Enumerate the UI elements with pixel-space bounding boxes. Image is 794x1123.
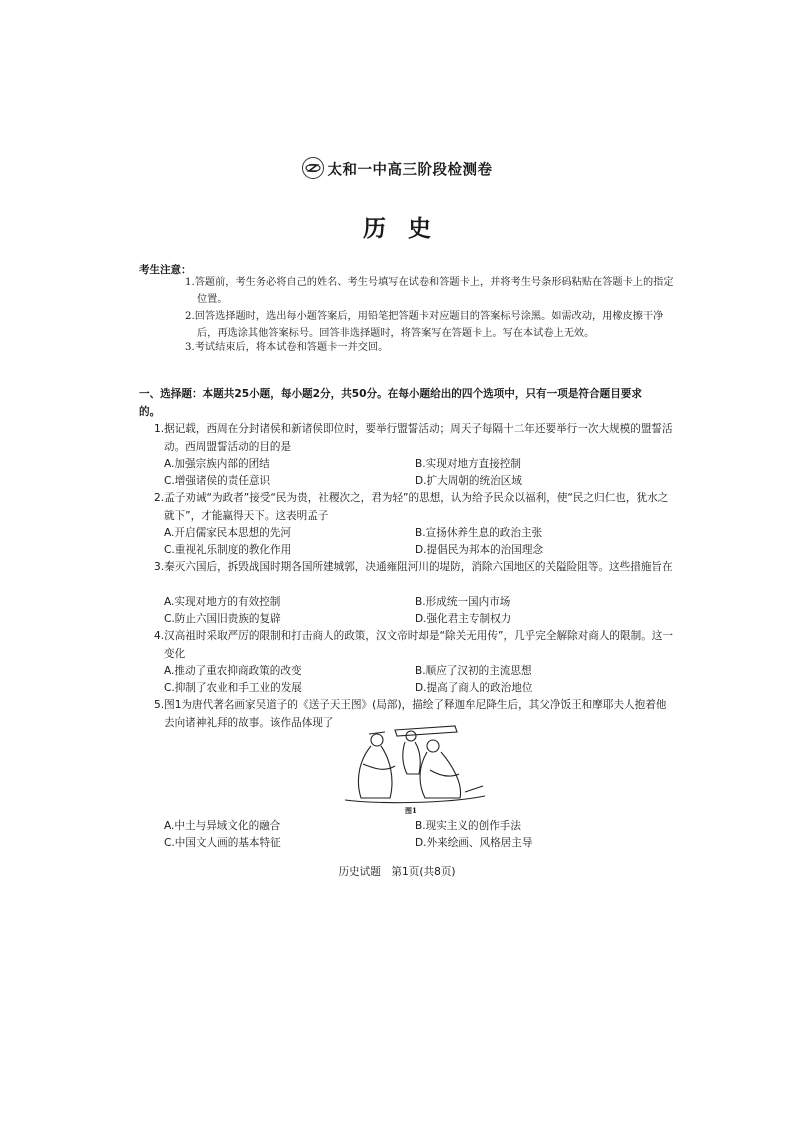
question-option: C.重视礼乐制度的教化作用 <box>164 544 292 556</box>
school-title-text: 太和一中高三阶段检测卷 <box>327 162 493 179</box>
school-title <box>0 158 794 180</box>
note-item: 1.答题前，考生务必将自己的姓名、考生号填写在试卷和答题卡上，并将考生号条形码粘贴在答题卡上的指定位置。 <box>185 277 674 305</box>
note-item: 3.考试结束后，将本试卷和答题卡一并交回。 <box>185 342 389 353</box>
question-option: C.防止六国旧贵族的复辟 <box>164 613 281 625</box>
question-option: B.形成统一国内市场 <box>415 596 511 608</box>
question-option: B.顺应了汉初的主流思想 <box>415 665 532 677</box>
question-stem: 2.孟子劝诫“为政者”接受“民为贵，社稷次之，君为轻”的思想，认为给予民众以福利，使“民之归仁也，犹水之就下”，才能赢得天下。这表明孟子 <box>154 492 669 522</box>
question-stem: 5.图1为唐代著名画家吴道子的《送子天王图》(局部)，描绘了释迦牟尼降生后，其父净饭王和摩耶夫人抱着他去向诸神礼拜的故事。该作品体现了 <box>154 699 667 729</box>
subject-title: 历史 <box>363 216 453 242</box>
question-option: C.抑制了农业和手工业的发展 <box>164 682 302 694</box>
section-heading: 一、选择题：本题共25小题，每小题2分，共50分。在每小题给出的四个选项中，只有一项是符合题目要求的。 <box>139 388 642 418</box>
question-stem: 1.据记载，西周在分封诸侯和新诸侯即位时，要举行盟誓活动；周天子每隔十二年还要举行一次大规模的盟誓活动。西周盟誓活动的目的是 <box>154 423 673 453</box>
question-option: C.增强诸侯的责任意识 <box>164 475 271 487</box>
question-option: A.实现对地方的有效控制 <box>164 596 281 608</box>
question-option: D.提倡民为邦本的治国理念 <box>415 544 544 556</box>
notes-title: 考生注意： <box>139 264 192 276</box>
question-option: B.宣扬休养生息的政治主张 <box>415 527 543 539</box>
question-option: D.扩大周朝的统治区域 <box>415 475 522 487</box>
question-option: D.提高了商人的政治地位 <box>415 682 533 694</box>
question-option: B.现实主义的创作手法 <box>415 820 521 832</box>
figure-caption: 图1 <box>405 806 417 815</box>
question-option: B.实现对地方直接控制 <box>415 458 521 470</box>
question-option: C.中国文人画的基本特征 <box>164 837 281 849</box>
school-logo-icon <box>302 157 324 179</box>
question-option: A.开启儒家民本思想的先河 <box>164 527 291 539</box>
question-option: A.中土与异域文化的融合 <box>164 820 281 832</box>
note-item: 2.回答选择题时，选出每小题答案后，用铅笔把答题卡对应题目的答案标号涂黑。如需改动，用橡皮擦干净后，再选涂其他答案标号。回答非选择题时，将答案写在答题卡上。写在本试卷上无效。 <box>185 311 664 339</box>
question-stem: 3.秦灭六国后，拆毁战国时期各国所建城郭，决通雍阻河川的堤防，消除六国地区的关隘险阻等。这些措施旨在 <box>154 561 673 573</box>
question-option: A.推动了重农抑商政策的改变 <box>164 665 302 677</box>
question-option: A.加强宗族内部的团结 <box>164 458 270 470</box>
question-stem: 4.汉高祖时采取严厉的限制和打击商人的政策，汉文帝时却是“除关无用传”，几乎完全解除对商人的限制。这一变化 <box>154 630 673 660</box>
page-footer: 历史试题 第1页(共8页) <box>338 866 456 878</box>
question-option: D.强化君主专制权力 <box>415 613 512 625</box>
question-option: D.外来绘画、风格居主导 <box>415 837 533 849</box>
